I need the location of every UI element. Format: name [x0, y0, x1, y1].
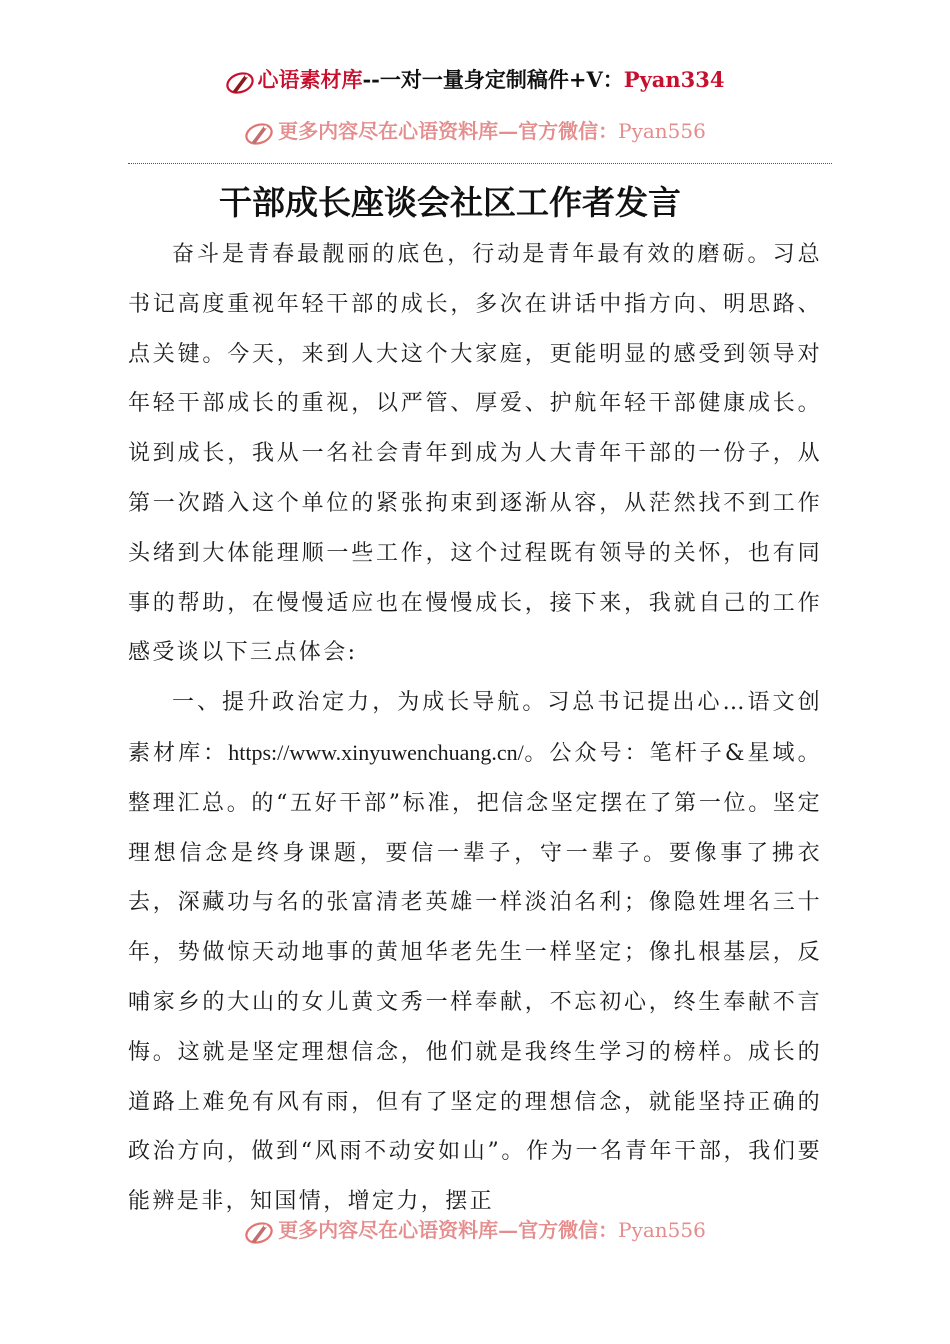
- paragraph: [128, 678, 822, 1227]
- footer-watermark: [0, 1213, 950, 1247]
- paragraph-text: 。公众号：笔杆子&星域。整理汇总。的“五好干部”标准，把信念坚定摆在了第一位。坚定理想信念是终身课题，要信一辈子，守一辈子。要像事了拂衣去，深藏功与名的张富清老英雄一样淡泊名利；像隐姓埋名三十年，势做惊天动地事的黄旭华老先生一样坚定；像扎根基层，反哺家乡的大山的女儿黄文秀一样奉献，不忘初心，终生奉献不言悔。这就是坚定理想信念，他们就是我终生学习的榜样。成长的道路上难免有风有雨，但有了坚定的理想信念，就能坚持正确的政治方向，做到“风雨不动安如山”。作为一名青年干部，我们要能辨是非，知国情，增定力，摆正: [128, 740, 822, 1215]
- source-url: https://www.xinyuwenchuang.cn/: [228, 739, 524, 765]
- watermark-text: 更多内容尽在心语资料库—官方微信：: [278, 1218, 619, 1242]
- header-slogan: --一对一量身定制稿件+V：: [362, 67, 624, 92]
- pen-nib-logo-icon: [244, 1217, 274, 1247]
- header-divider: [128, 163, 832, 164]
- watermark-id: Pyan556: [618, 119, 706, 143]
- document-title: 干部成长座谈会社区工作者发言: [219, 183, 681, 222]
- paragraph: 奋斗是青春最靓丽的底色，行动是青年最有效的磨砺。习总书记高度重视年轻干部的成长，多次在讲话中指方向、明思路、点关键。今天，来到人大这个大家庭，更能明显的感受到领导对年轻干部成长的重视，以严管、厚爱、护航年轻干部健康成长。说到成长，我从一名社会青年到成为人大青年干部的一份子，从第一次踏入这个单位的紧张拘束到逐渐从容，从茫然找不到工作头绪到大体能理顺一些工作，这个过程既有领导的关怀，也有同事的帮助，在慢慢适应也在慢慢成长，接下来，我就自己的工作感受谈以下三点体会:: [128, 242, 822, 666]
- header-brand: 心语素材库: [257, 67, 363, 92]
- document-body: [128, 230, 822, 1227]
- header-watermark: [0, 114, 950, 148]
- pen-nib-logo-icon: [225, 67, 255, 97]
- pen-nib-logo-icon: [244, 118, 274, 148]
- watermark-text: 更多内容尽在心语资料库—官方微信：: [278, 119, 619, 143]
- header-banner: [0, 62, 950, 98]
- paragraph-text: 一、提升政治定力，为成长导航。习总书记提出心…语文创素材库：: [128, 690, 822, 766]
- header-wechat-id: Pyan334: [623, 67, 725, 92]
- watermark-id: Pyan556: [618, 1218, 706, 1242]
